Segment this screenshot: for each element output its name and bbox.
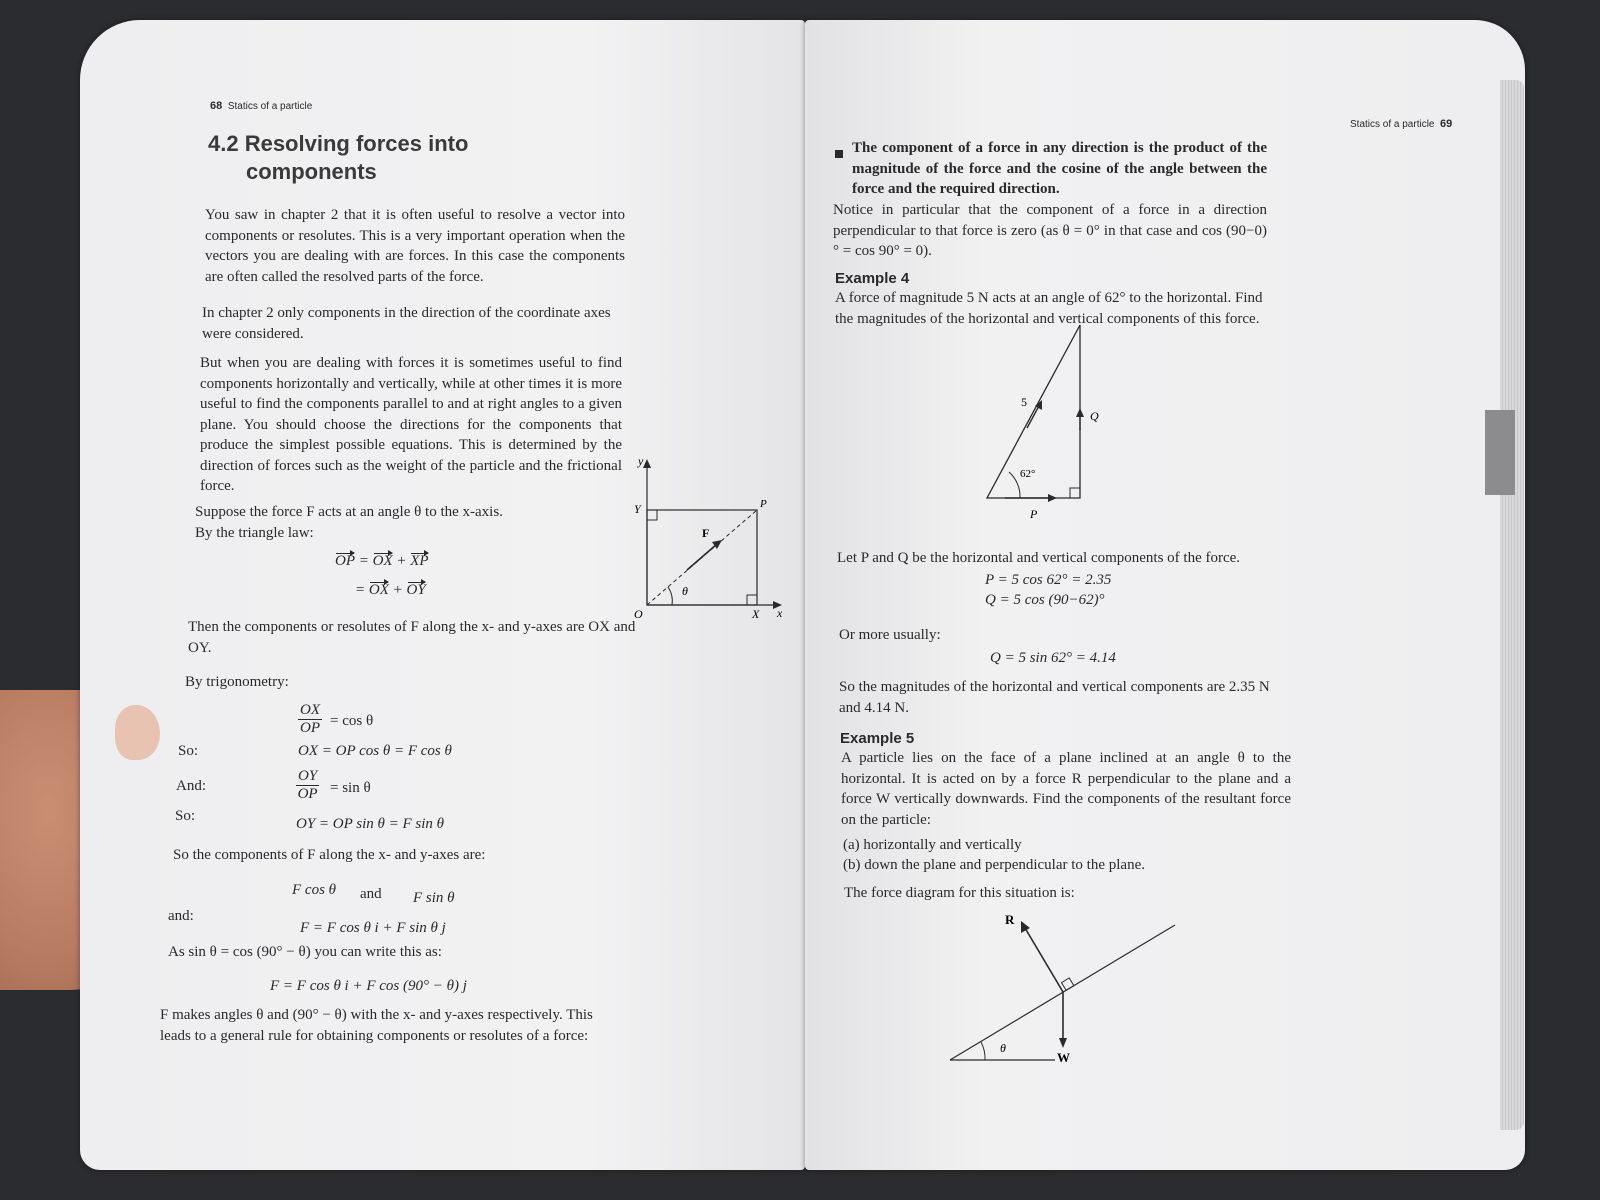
rule-component: The component of a force in any direction is the product of the magnitude of the force and the cosine of the angle between the force and the required direction.: [852, 140, 1267, 197]
eq-triangle-law-2: = OX + OY: [355, 582, 426, 598]
frac2-rhs: = sin θ: [330, 780, 371, 796]
diagram-F: F: [702, 526, 710, 540]
section-title-line1: 4.2 Resolving forces into: [208, 131, 469, 156]
thumb-nail: [115, 705, 160, 760]
comp-fsin: F sin θ: [413, 890, 455, 906]
example5-text: A particle lies on the face of a plane inclined at an angle θ to the horizontal. It is acted on by a force R perpendicular to the plane and a force W vertically downwards. Find the components of the resultant force on the particle:: [841, 750, 1291, 828]
diagram-P: P: [760, 498, 767, 510]
and-label: And:: [176, 778, 206, 794]
vec-xp: XP: [410, 553, 429, 569]
so-magnitudes: So the magnitudes of the horizontal and vertical components are 2.35 N and 4.14 N.: [839, 679, 1270, 716]
comp-fcos: F cos θ: [292, 882, 337, 898]
let-p-q: Let P and Q be the horizontal and vertical components of the force.: [837, 550, 1241, 566]
page-edges: [1500, 80, 1524, 1130]
tri-Q-label: Q: [1090, 409, 1099, 423]
and-label-2: and:: [168, 908, 194, 924]
para-suppose: [195, 502, 615, 543]
para-so-components: So the components of F along the x- and y-axes are:: [173, 847, 486, 863]
diagram-X: X: [752, 607, 760, 620]
plane-theta-label: θ: [1000, 1041, 1006, 1055]
eq-oy-fsin: OY = OP sin θ = F sin θ: [296, 816, 445, 832]
eq-P: P = 5 cos 62° = 2.35: [985, 572, 1112, 588]
para-as-sin: As sin θ = cos (90° − θ) you can write this as:: [168, 944, 442, 960]
suppose-line1: Suppose the force F acts at an angle θ to the x-axis.: [195, 504, 503, 520]
frac1-num: OX: [300, 702, 320, 718]
example5-part-b: (b) down the plane and perpendicular to the plane.: [843, 857, 1145, 873]
inclined-plane-diagram: [945, 900, 1185, 1080]
right-running-head: [1350, 118, 1452, 130]
example4-title: Example 4: [835, 270, 910, 287]
plane-R-label: R: [1005, 912, 1015, 927]
frac2-num: OY: [298, 768, 318, 784]
example5-title: Example 5: [840, 730, 915, 747]
vec-ox: OX: [372, 553, 393, 569]
eq-f-vector: F = F cos θ i + F sin θ j: [300, 920, 446, 936]
frac1-rhs: = cos θ: [330, 713, 374, 729]
tri-angle-label: 62°: [1020, 468, 1036, 480]
example5-part-a: (a) horizontally and vertically: [843, 837, 1022, 853]
components-diagram: [632, 455, 782, 620]
so-label-2: So:: [175, 808, 196, 824]
para-chapter2: In chapter 2 only components in the direction of the coordinate axes were considered.: [202, 305, 611, 342]
rule-bullet: [835, 150, 843, 158]
eq-Q-cos: Q = 5 cos (90−62)°: [985, 592, 1105, 608]
eq-f-vector-2: F = F cos θ i + F cos (90° − θ) j: [270, 978, 467, 994]
frac2-den: OP: [297, 786, 318, 802]
example4-text: A force of magnitude 5 N acts at an angle of 62° to the horizontal. Find the magnitudes of the horizontal and vertical components of this force.: [835, 290, 1263, 327]
eq-ox-fcos: OX = OP cos θ = F cos θ: [298, 743, 452, 759]
para-general-rule: F makes angles θ and (90° − θ) with the x- and y-axes respectively. This leads to a general rule for obtaining components or resolutes of a force:: [160, 1007, 593, 1044]
vec-ox-2: OX: [368, 582, 389, 598]
vec-op: OP: [335, 553, 355, 569]
diagram-x-axis: x: [777, 606, 782, 620]
eq-triangle-law-1: OP = OX + XP: [335, 553, 429, 569]
left-running-head: [210, 100, 312, 112]
left-page: [80, 20, 805, 1170]
left-running-head-text: Statics of a particle: [227, 101, 313, 112]
right-running-head-text: Statics of a particle: [1350, 119, 1435, 130]
triangle-diagram: [985, 320, 1105, 520]
diagram-Y: Y: [634, 502, 641, 516]
para-intro: You saw in chapter 2 that it is often useful to resolve a vector into components or resolutes. This is a very important operation when the vectors you are dealing with are forces. In this case the components are often called the resolved parts of the force.: [205, 207, 625, 285]
eq-Q-sin: Q = 5 sin 62° = 4.14: [990, 650, 1116, 666]
right-page-number: 69: [1440, 118, 1453, 130]
frac-ox-op: [298, 702, 322, 737]
para-components-axes: Then the components or resolutes of F along the x- and y-axes are OX and OY.: [188, 619, 636, 656]
frac1-den: OP: [300, 720, 320, 736]
vec-oy: OY: [406, 582, 426, 598]
diagram-y-axis: y: [638, 455, 644, 468]
para-horizontal-vertical: But when you are dealing with forces it is sometimes useful to find components horizontally and vertically, while at other times it is more useful to find the components parallel to and at right angles to a given plane. You should choose the directions for the components that produce the simplest possible equations. This is determined by the direction of forces such as the weight of the particle and the frictional force.: [200, 355, 622, 494]
force-diagram-caption: The force diagram for this situation is:: [844, 885, 1075, 901]
section-title: [208, 130, 468, 186]
plane-W-label: W: [1057, 1050, 1070, 1065]
para-notice: Notice in particular that the component of a force in a direction perpendicular to that force is zero (as θ = 0° in that case and cos (90−0)° = cos 90° = 0).: [833, 202, 1267, 259]
or-more-usually: Or more usually:: [839, 627, 941, 643]
tri-hyp-label: 5: [1021, 395, 1027, 409]
tri-P-label: P: [1030, 507, 1038, 520]
so-label-1: So:: [178, 743, 199, 759]
section-title-line2: components: [246, 159, 377, 184]
left-page-number: 68: [210, 100, 223, 112]
diagram-O: O: [634, 607, 643, 620]
frac-oy-op: [296, 768, 319, 803]
by-trigonometry: By trigonometry:: [185, 674, 289, 690]
diagram-theta: θ: [682, 584, 688, 598]
right-page: [805, 20, 1525, 1170]
thumb-index-tab: [1485, 410, 1515, 495]
comp-and: and: [360, 886, 382, 902]
suppose-line2: By the triangle law:: [195, 524, 314, 541]
